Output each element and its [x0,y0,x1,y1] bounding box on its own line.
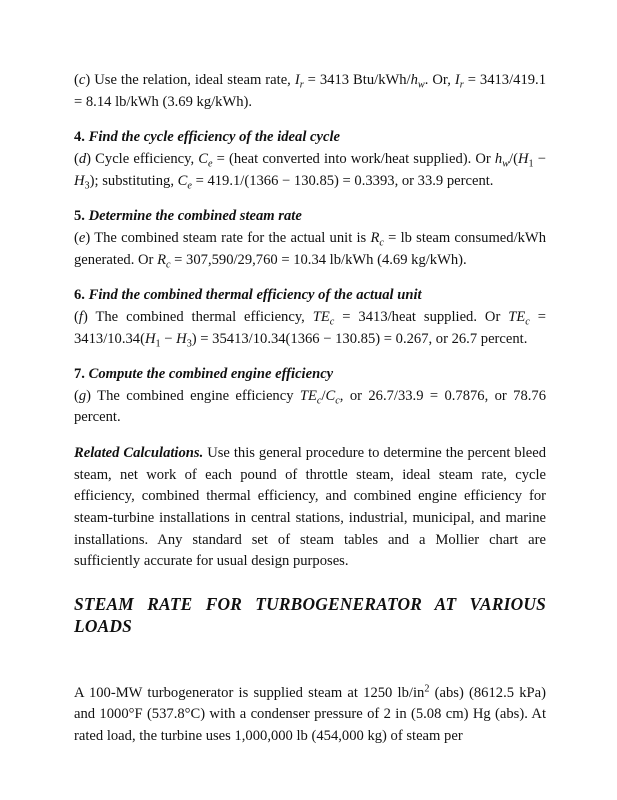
var-I: I [294,72,300,88]
step-7 [74,364,546,429]
step-6 [74,285,546,350]
var-I: I [454,72,460,88]
var-h: h [410,72,418,88]
paragraph-c: (c) Use the relation, ideal steam rate, $I_r = 3413$ Btu/$kWh/h_w$. Or, $I_r = 3413/419.1 = 8.14$ lb/kWh (3.69 kg/kWh). [74,72,546,110]
step-4 [74,127,546,192]
step-heading: 6. Find the combined thermal efficiency of the actual unit [74,287,422,304]
step-heading: 7. Compute the combined engine efficiency [74,366,334,383]
part-letter: c [78,72,86,88]
step-5 [74,206,546,271]
step-heading: 5. Determine the combined steam rate [74,208,302,225]
step-heading: 4. Find the cycle efficiency of the ideal cycle [74,129,340,146]
step-body: (g) The combined engine efficiency $TE_c/C_c$, or 26.7/33.9 = 0.7876, or 78.76 percent. [74,387,546,426]
step-body: (e) The combined steam rate for the actual unit is $R_c$ = lb steam consumed/kWh generated. Or $R_c = 307,590/29,760 = 10.34$ lb/kWh (4.69 kg/kWh). [74,229,546,271]
related-calculations: Related Calculations. Use this general procedure to determine the percent bleed steam, net work of each pound of throttle steam, ideal steam rate, cycle efficiency, combined thermal efficiency, and combined engine efficiency for steam-turbine installations in central stations, industrial, municipal, and marine installations. Any standard set of steam tables and a Mollier chart are sufficiently accurate for usual design purposes. [74,445,547,570]
step-body: (f) The combined thermal efficiency, $TE_c$ = 3413/heat supplied. Or $TE_c = 3413/10.34(H_1 - H_3) = 35413/10.34(1366 - 130.85) = 0.267$, or 26.7 percent. [74,308,546,350]
step-body: (d) Cycle efficiency, $C_e$ = (heat converted into work/heat supplied). Or $h_w/(H_1 - H_3)$; substituting, $C_e = 419.1/(1366 - 130.85) = 0.3393$, or 33.9 percent. [74,150,546,192]
document-page [74,70,546,748]
intro-paragraph: A 100-MW turbogenerator is supplied steam at 1250 $lb/in^2$ (abs) (8612.5 kPa) and 1000°F (537.8°C) with a condenser pressure of 2 in (5.08 cm) Hg (abs). At rated load, the turbine uses 1,000,000 lb (454,000 kg) of steam per [74,683,546,744]
section-title: STEAM RATE FOR TURBOGENERATOR AT VARIOUS LOADS [74,593,546,636]
related-lead: Related Calculations. [74,445,204,462]
